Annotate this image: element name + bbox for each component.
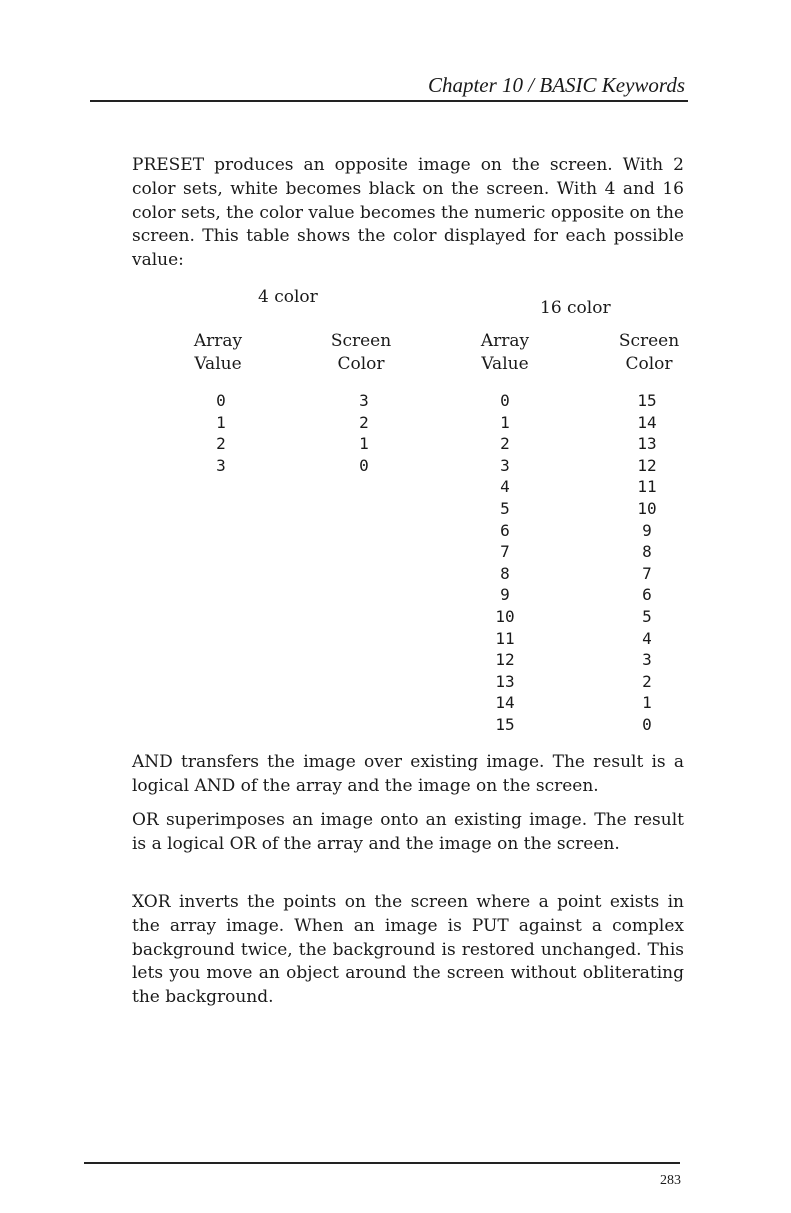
table-cell: 13 [637, 434, 657, 454]
sixteen-array-header-line2: Value [481, 354, 529, 374]
sixteen-screen-header [604, 330, 694, 376]
table-cell: 8 [500, 563, 510, 583]
paragraph-xor: XOR inverts the points on the screen where a point exists in the array image. When an image is PUT against a complex background twice, the background is restored unchanged. This lets you move an object around the screen without obliterating the background. [132, 892, 684, 1008]
table-cell: 3 [500, 455, 510, 475]
table-cell: 4 [642, 628, 652, 648]
table-cell: 10 [495, 606, 515, 626]
four-color-title: 4 color [258, 287, 318, 307]
four-screen-header [316, 330, 406, 376]
table-cell: 7 [500, 542, 510, 562]
table-cell: 9 [642, 520, 652, 540]
sixteen-array-header-line1: Array [480, 331, 530, 351]
table-cell: 1 [359, 434, 369, 454]
four-screen-column [339, 390, 389, 476]
header-rule [90, 100, 688, 102]
sixteen-screen-header-line2: Color [625, 354, 673, 374]
table-cell: 6 [642, 585, 652, 605]
table-cell: 2 [642, 671, 652, 691]
footer-rule [84, 1162, 680, 1164]
table-cell: 2 [500, 434, 510, 454]
four-array-header [173, 330, 263, 376]
four-array-header-line2: Value [194, 354, 242, 374]
table-cell: 13 [495, 671, 515, 691]
table-cell: 14 [495, 693, 515, 713]
table-cell: 9 [500, 585, 510, 605]
table-cell: 15 [495, 714, 515, 734]
table-cell: 7 [642, 563, 652, 583]
table-cell: 15 [637, 391, 657, 410]
sixteen-array-column [480, 390, 530, 736]
table-cell: 2 [216, 434, 226, 454]
four-array-header-line1: Array [193, 331, 243, 351]
sixteen-color-title: 16 color [540, 298, 611, 318]
table-cell: 3 [216, 455, 226, 475]
table-cell: 4 [500, 477, 510, 497]
table-cell: 0 [642, 714, 652, 734]
table-cell: 11 [637, 477, 657, 497]
paragraph-or: OR superimposes an image onto an existing image. The result is a logical OR of the array and the image on the screen. [132, 810, 684, 854]
paragraph-preset: PRESET produces an opposite image on the screen. With 2 color sets, white becomes black on the screen. With 4 and 16 color sets, the color value becomes the numeric opposite on the screen. This table shows the color displayed for each possible value: [132, 155, 684, 271]
four-screen-header-line1: Screen [330, 331, 392, 351]
chapter-header: Chapter 10 / BASIC Keywords [427, 73, 685, 97]
paragraph-and: AND transfers the image over existing image. The result is a logical AND of the array and the image on the screen. [132, 752, 684, 796]
table-cell: 0 [359, 455, 369, 475]
table-cell: 8 [642, 542, 652, 562]
table-cell: 14 [637, 412, 657, 432]
table-cell: 10 [637, 498, 657, 518]
table-cell: 5 [642, 606, 652, 626]
table-cell: 0 [500, 391, 510, 410]
table-cell: 6 [500, 520, 510, 540]
table-cell: 3 [359, 391, 369, 410]
table-cell: 5 [500, 498, 510, 518]
four-array-column [196, 390, 246, 476]
table-cell: 1 [500, 412, 510, 432]
four-screen-header-line2: Color [337, 354, 385, 374]
table-cell: 12 [637, 455, 657, 475]
sixteen-screen-column [622, 390, 672, 736]
table-cell: 2 [359, 412, 369, 432]
sixteen-screen-header-line1: Screen [618, 331, 680, 351]
table-cell: 0 [216, 391, 226, 410]
table-cell: 12 [495, 650, 515, 670]
table-cell: 1 [216, 412, 226, 432]
page-number: 283 [660, 1173, 681, 1188]
table-cell: 1 [642, 693, 652, 713]
table-cell: 11 [495, 628, 515, 648]
table-cell: 3 [642, 650, 652, 670]
sixteen-array-header [460, 330, 550, 376]
